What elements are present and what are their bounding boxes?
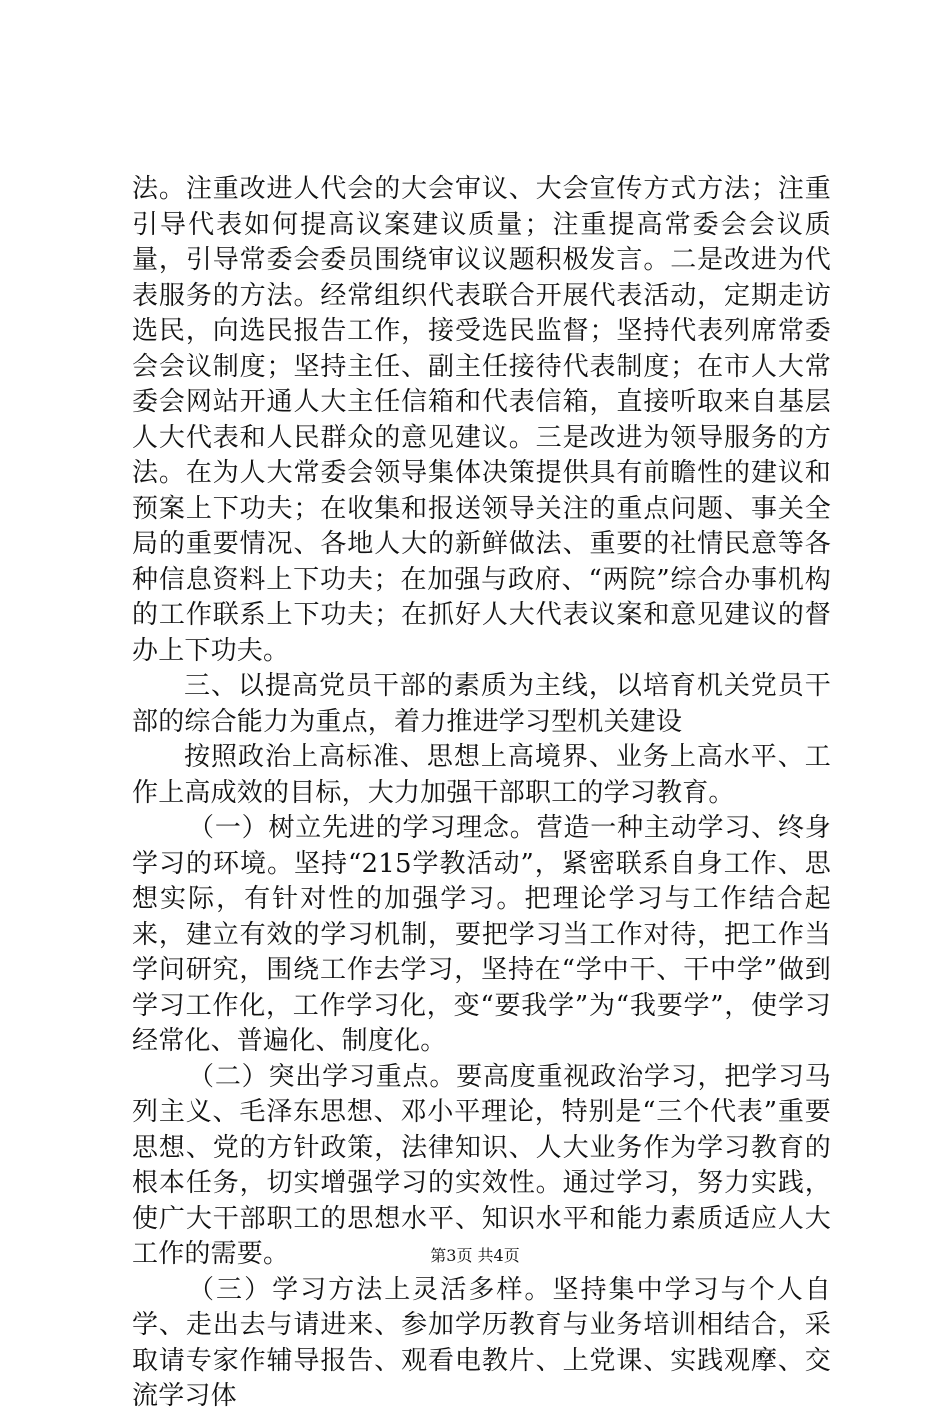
paragraph-item-three: （三）学习方法上灵活多样。坚持集中学习与个人自学、走出去与请进来、参加学历教育与业务培训相结合，采取请专家作辅导报告、观看电教片、上党课、实践观摩、交流学习体 — [132, 1274, 831, 1411]
paragraph-intro: 按照政治上高标准、思想上高境界、业务上高水平、工作上高成效的目标，大力加强干部职工的学习教育。 — [132, 742, 831, 808]
section-heading-three: 三、以提高党员干部的素质为主线，以培育机关党员干部的综合能力为重点，着力推进学习型机关建设 — [132, 671, 831, 737]
document-body — [132, 172, 831, 1415]
page-number-footer: 第3页 共4页 — [430, 1246, 520, 1265]
paragraph-continuation: 法。注重改进人代会的大会审议、大会宣传方式方法；注重引导代表如何提高议案建议质量；注重提高常委会会议质量，引导常委会委员围绕审议议题积极发言。二是改进为代表服务的方法。经常组织代表联合开展代表活动，定期走访选民，向选民报告工作，接受选民监督；坚持代表列席常委会会议制度；坚持主任、副主任接待代表制度；在市人大常委会网站开通人大主任信箱和代表信箱，直接听取来自基层人大代表和人民群众的意见建议。三是改进为领导服务的方法。在为人大常委会领导集体决策提供具有前瞻性的建议和预案上下功夫；在收集和报送领导关注的重点问题、事关全局的重要情况、各地人大的新鲜做法、重要的社情民意等各种信息资料上下功夫；在加强与政府、“两院”综合办事机构的工作联系上下功夫；在抓好人大代表议案和意见建议的督办上下功夫。 — [132, 174, 831, 666]
paragraph-item-two: （二）突出学习重点。要高度重视政治学习，把学习马列主义、毛泽东思想、邓小平理论，特别是“三个代表”重要思想、党的方针政策，法律知识、人大业务作为学习教育的根本任务，切实增强学习的实效性。通过学习，努力实践，使广大干部职工的思想水平、知识水平和能力素质适应人大工作的需要。 — [132, 1061, 831, 1269]
paragraph-item-one: （一）树立先进的学习理念。营造一种主动学习、终身学习的环境。坚持“215学教活动”，紧密联系自身工作、思想实际，有针对性的加强学习。把理论学习与工作结合起来，建立有效的学习机制，要把学习当工作对待，把工作当学问研究，围绕工作去学习，坚持在“学中干、干中学”做到学习工作化，工作学习化，变“要我学”为“我要学”，使学习经常化、普遍化、制度化。 — [132, 813, 831, 1056]
